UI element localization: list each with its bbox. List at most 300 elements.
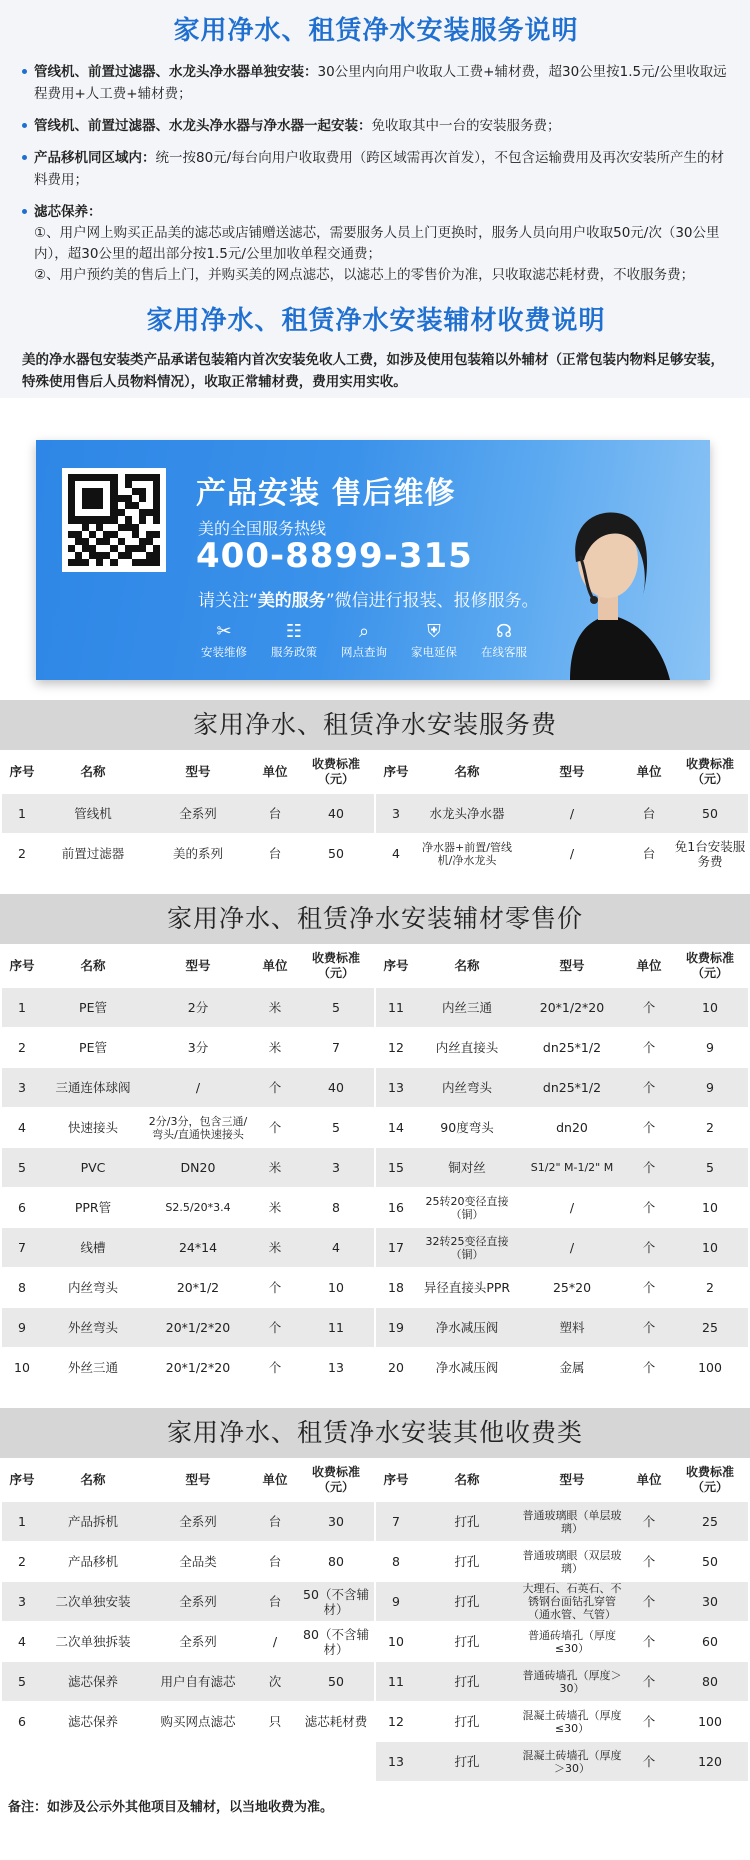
table-cell: 用户自有滤芯 [160, 1674, 236, 1689]
header-cell: 序号 [383, 958, 409, 973]
table-cell: 个 [268, 1320, 282, 1335]
table-cell: 打孔 [454, 1554, 480, 1569]
table-cell: 铜对丝 [448, 1160, 486, 1175]
headset-icon: ☊ [496, 621, 512, 642]
table-cell: 90度弯头 [440, 1120, 494, 1135]
table-row [2, 1348, 374, 1388]
table-row [2, 1542, 374, 1582]
table-cell: S1/2" M-1/2" M [530, 1161, 614, 1174]
table-cell: 100 [698, 1360, 722, 1375]
table-row [2, 794, 374, 834]
policy-icon: ☷ [285, 621, 303, 642]
header-cell: 名称 [454, 958, 480, 973]
table-cell: 4 [18, 1634, 26, 1649]
table-cell: 30 [328, 1514, 344, 1529]
table-cell: 米 [268, 1000, 282, 1015]
table-row [2, 1228, 374, 1268]
service-search [336, 620, 392, 660]
table-cell: 普通玻璃眼（单层玻璃） [522, 1508, 622, 1535]
bullet-2 [22, 115, 730, 137]
header-cell: 序号 [9, 958, 35, 973]
table-cell: 7 [18, 1240, 26, 1255]
table-cell: 打孔 [454, 1714, 480, 1729]
table-row [2, 1502, 374, 1542]
table-header-row [376, 750, 748, 794]
table-cell: 18 [388, 1280, 404, 1295]
header-cell: 型号 [185, 1472, 211, 1487]
table-cell: 8 [18, 1280, 26, 1295]
header-cell: 收费标准（元） [311, 950, 360, 980]
table-cell: 3 [18, 1080, 26, 1095]
table-cell: 1 [18, 806, 26, 821]
table-row [376, 1662, 748, 1702]
header-cell: 收费标准（元） [311, 1464, 360, 1494]
service-title: 家用净水、租赁净水安装服务说明 [173, 16, 579, 46]
table2-right [376, 944, 748, 1388]
table-cell: 50 [702, 1554, 718, 1569]
table-cell: 个 [642, 1200, 656, 1215]
service-icons [196, 620, 532, 660]
table-cell: 个 [642, 1240, 656, 1255]
table-cell: 前置过滤器 [61, 846, 125, 861]
table-cell: 6 [18, 1714, 26, 1729]
table-cell: 净水减压阀 [435, 1360, 499, 1375]
table-header-row [376, 944, 748, 988]
table-cell: 19 [388, 1320, 404, 1335]
header-cell: 名称 [80, 1472, 106, 1487]
table-cell: 普通砖墙孔（厚度＞30） [522, 1668, 622, 1695]
header-cell: 序号 [383, 1472, 409, 1487]
table-cell: 4 [332, 1240, 340, 1255]
header-cell: 型号 [559, 1472, 585, 1487]
table-cell: 个 [642, 1360, 656, 1375]
table-cell: 塑料 [559, 1320, 585, 1335]
table-cell: 80 [328, 1554, 344, 1569]
table-row [2, 1268, 374, 1308]
table-cell: 只 [268, 1714, 282, 1729]
bullet-2-text: 免收取其中一台的安装服务费； [371, 118, 561, 134]
table-row [376, 1742, 748, 1782]
header-cell: 单位 [262, 958, 288, 973]
table-cell: 10 [702, 1240, 718, 1255]
table-cell: 13 [328, 1360, 344, 1375]
table-cell: / [569, 806, 575, 821]
search-icon: ⌕ [358, 621, 370, 642]
table-cell: 2 [18, 846, 26, 861]
table-cell: 8 [392, 1554, 400, 1569]
table-cell: 80 [702, 1674, 718, 1689]
table-cell: 净水减压阀 [435, 1320, 499, 1335]
table-cell: 3 [392, 806, 400, 821]
table-cell: 2 [18, 1554, 26, 1569]
table-row [2, 1028, 374, 1068]
table-cell: 5 [706, 1160, 714, 1175]
service-install [196, 620, 252, 660]
table-cell: 个 [642, 1040, 656, 1055]
table-cell: 个 [642, 1320, 656, 1335]
table-cell: 11 [388, 1000, 404, 1015]
table-cell: PVC [80, 1160, 106, 1175]
table-cell: 10 [328, 1280, 344, 1295]
table-cell: 滤芯保养 [67, 1674, 118, 1689]
table-row [2, 1068, 374, 1108]
table-row [2, 1308, 374, 1348]
table-cell: 个 [268, 1280, 282, 1295]
table-cell: 3 [332, 1160, 340, 1175]
table-cell: / [272, 1634, 278, 1649]
filter-line-1: ①、用户网上购买正品美的滤芯或店铺赠送滤芯，需要服务人员上门更换时，服务人员向用户收取50元/次（30公里内），超30公里的超出部分按1.5元/公里加收单程交通费； [34, 225, 720, 262]
table-cell: 40 [328, 806, 344, 821]
table-cell: 米 [268, 1200, 282, 1215]
table-cell: 美的系列 [172, 846, 223, 861]
table-cell: 5 [18, 1160, 26, 1175]
table-cell: 次 [268, 1674, 282, 1689]
table-cell: 9 [706, 1040, 714, 1055]
table-cell: 20*1/2*20 [165, 1320, 231, 1335]
header-cell: 序号 [9, 764, 35, 779]
table-row [376, 1148, 748, 1188]
table-cell: 台 [642, 806, 656, 821]
table-cell: / [569, 846, 575, 861]
table-cell: 台 [642, 846, 656, 861]
table-cell: 金属 [559, 1360, 585, 1375]
table-cell: 60 [702, 1634, 718, 1649]
table-row [376, 1622, 748, 1662]
table-cell: 台 [268, 806, 282, 821]
table-cell: 内丝三通 [441, 1000, 492, 1015]
table-cell: 1 [18, 1000, 26, 1015]
table-cell: 三通连体球阀 [55, 1080, 131, 1095]
table-row [376, 1582, 748, 1622]
bullet-1-bold: 管线机、前置过滤器、水龙头净水器单独安装： [34, 64, 318, 80]
table-cell: 2分 [187, 1000, 209, 1015]
table-row [376, 1542, 748, 1582]
table-cell: 打孔 [454, 1514, 480, 1529]
table-cell: 个 [642, 1754, 656, 1769]
table-cell: 24*14 [178, 1240, 218, 1255]
table-cell: 米 [268, 1040, 282, 1055]
table-cell: 滤芯保养 [67, 1714, 118, 1729]
table-cell: 20*1/2*20 [165, 1360, 231, 1375]
header-cell: 收费标准（元） [311, 756, 360, 786]
service-chat-label: 在线客服 [481, 645, 527, 659]
table-cell: 11 [388, 1674, 404, 1689]
bullet-filter [22, 201, 730, 286]
table-cell: 2 [706, 1280, 714, 1295]
bullet-3-text: 统一按80元/每台向用户收取费用（跨区域需再次首发），不包含运输费用及再次安装所产生的材料费用； [34, 150, 724, 188]
material-title: 家用净水、租赁净水安装辅材收费说明 [146, 306, 606, 336]
header-cell: 单位 [636, 764, 662, 779]
table-cell: 普通玻璃眼（双层玻璃） [522, 1548, 622, 1575]
table-cell: 40 [328, 1080, 344, 1095]
table-cell: 25转20变径直接（铜） [425, 1194, 509, 1221]
table-cell: 购买网点滤芯 [160, 1714, 236, 1729]
header-cell: 单位 [636, 958, 662, 973]
header-cell: 型号 [559, 958, 585, 973]
table-cell: 全系列 [179, 806, 217, 821]
table-cell: 内丝直接头 [435, 1040, 499, 1055]
table-cell: 13 [388, 1754, 404, 1769]
table-cell: 个 [642, 1594, 656, 1609]
table-cell: 20*1/2*20 [539, 1000, 605, 1015]
table-row [376, 1502, 748, 1542]
table-cell: 6 [18, 1200, 26, 1215]
table-cell: 打孔 [454, 1634, 480, 1649]
service-search-label: 网点查询 [341, 645, 387, 659]
service-warranty-label: 家电延保 [411, 645, 457, 659]
table-cell: dn25*1/2 [542, 1040, 602, 1055]
table-cell: 25*20 [552, 1280, 592, 1295]
table-header-row [376, 1458, 748, 1502]
table-row [376, 1028, 748, 1068]
service-chat [476, 620, 532, 660]
table-row [376, 1068, 748, 1108]
intro-section [0, 0, 750, 398]
table-cell: 净水器+前置/管线机/净水龙头 [422, 840, 512, 867]
table-cell: 4 [392, 846, 400, 861]
table-row [376, 1308, 748, 1348]
table-cell: 线槽 [80, 1240, 106, 1255]
table-cell: 7 [392, 1514, 400, 1529]
table-cell: 滤芯耗材费 [304, 1714, 368, 1729]
table-cell: 2 [706, 1120, 714, 1135]
table-cell: 10 [388, 1634, 404, 1649]
header-cell: 单位 [636, 1472, 662, 1487]
table-cell: 11 [328, 1320, 344, 1335]
table-header-row [2, 750, 374, 794]
header-cell: 收费标准（元） [685, 950, 734, 980]
table-row [2, 834, 374, 874]
table-cell: 个 [642, 1514, 656, 1529]
table-cell: 4 [18, 1120, 26, 1135]
table-cell: 120 [698, 1754, 722, 1769]
table-cell: 个 [268, 1080, 282, 1095]
footer-note: 备注：如涉及公示外其他项目及辅材，以当地收费为准。 [8, 1800, 334, 1815]
table-row [376, 1228, 748, 1268]
table-cell: 普通砖墙孔（厚度≤30） [528, 1628, 616, 1655]
table3-left [2, 1458, 374, 1782]
table-cell: 混凝土砖墙孔（厚度≤30） [522, 1708, 622, 1735]
bullet-1 [22, 61, 730, 105]
table-cell: 25 [702, 1320, 718, 1335]
table-cell: 大理石、石英石、不锈钢台面钻孔穿管（通水管、气管） [522, 1582, 622, 1621]
header-cell: 收费标准（元） [685, 756, 734, 786]
table2-title: 家用净水、租赁净水安装辅材零售价 [0, 894, 750, 944]
table-cell: 异径直接头PPR [423, 1280, 511, 1295]
table-cell: 个 [642, 1554, 656, 1569]
table-row [376, 1348, 748, 1388]
table-cell: 全品类 [179, 1554, 217, 1569]
table-cell: 9 [392, 1594, 400, 1609]
table-cell: 内丝弯头 [67, 1280, 118, 1295]
tools-icon: ✂ [216, 621, 232, 642]
table-cell: 台 [268, 1514, 282, 1529]
table-cell: 10 [14, 1360, 30, 1375]
table-row [376, 1268, 748, 1308]
table-cell: 50（不含辅材） [303, 1586, 369, 1617]
table-row [2, 1622, 374, 1662]
service-fee-table [0, 700, 750, 874]
table-cell: 13 [388, 1080, 404, 1095]
table-cell: 7 [332, 1040, 340, 1055]
wechat-bold: 美的服务 [257, 591, 326, 611]
table-cell: 快速接头 [67, 1120, 118, 1135]
table-cell: 全系列 [179, 1594, 217, 1609]
table1-left [2, 750, 374, 874]
header-cell: 型号 [559, 764, 585, 779]
table-cell: 免1台安装服务费 [674, 838, 746, 869]
table-row [2, 1582, 374, 1622]
header-cell: 序号 [9, 1472, 35, 1487]
table-row [2, 1188, 374, 1228]
table-cell: 1 [18, 1514, 26, 1529]
banner-section [0, 398, 750, 700]
table-cell: 80（不含辅材） [303, 1626, 369, 1657]
table3-right [376, 1458, 748, 1782]
table-cell: 管线机 [74, 806, 112, 821]
table-row [376, 1702, 748, 1742]
table-cell: 台 [268, 1594, 282, 1609]
table-cell: 个 [642, 1634, 656, 1649]
table-cell: 二次单独安装 [55, 1594, 131, 1609]
service-warranty [406, 620, 462, 660]
table-cell: 17 [388, 1240, 404, 1255]
header-cell: 名称 [454, 764, 480, 779]
table-cell: 10 [702, 1000, 718, 1015]
table-cell: S2.5/20*3.4 [165, 1201, 231, 1214]
banner-title: 产品安装 售后维修 [196, 476, 456, 511]
header-cell: 收费标准（元） [685, 1464, 734, 1494]
table-cell: 台 [268, 846, 282, 861]
table3-title: 家用净水、租赁净水安装其他收费类 [0, 1408, 750, 1458]
wechat-post: ”微信进行报装、报修服务。 [325, 591, 539, 611]
agent-illustration [530, 490, 680, 680]
header-cell: 名称 [80, 958, 106, 973]
material-price-table [0, 894, 750, 1388]
table-row [2, 1702, 374, 1742]
header-cell: 单位 [262, 764, 288, 779]
header-cell: 序号 [383, 764, 409, 779]
table-cell: 打孔 [454, 1754, 480, 1769]
table-cell: 50 [328, 846, 344, 861]
bullet-1-text: 30公里内向用户收取人工费+辅材费，超30公里按1.5元/公里收取远程费用+人工费+辅材费； [34, 64, 727, 102]
table-header-row [2, 1458, 374, 1502]
table-cell: 全系列 [179, 1634, 217, 1649]
table-cell: 二次单独拆装 [55, 1634, 131, 1649]
table-row [376, 1108, 748, 1148]
table-cell: 米 [268, 1240, 282, 1255]
filter-line-2: ②、用户预约美的售后上门，并购买美的网点滤芯，以滤芯上的零售价为准，只收取滤芯耗材费，不收服务费； [34, 267, 695, 283]
hotline-number: 400-8899-315 [196, 536, 473, 576]
table-row [2, 1148, 374, 1188]
table-cell: 20 [388, 1360, 404, 1375]
table-cell: PE管 [79, 1000, 107, 1015]
table-cell: 32转25变径直接（铜） [425, 1234, 509, 1261]
table-row [376, 834, 748, 874]
service-policy [266, 620, 322, 660]
bullet-2-bold: 管线机、前置过滤器、水龙头净水器与净水器一起安装： [34, 118, 372, 134]
material-paragraph: 美的净水器包安装类产品承诺包装箱内首次安装免收人工费，如涉及使用包装箱以外辅材（正常包装内物料足够安装，特殊使用售后人员物料情况），收取正常辅材费，费用实用实收。 [22, 352, 724, 390]
table-cell: 15 [388, 1160, 404, 1175]
table2-left [2, 944, 374, 1388]
table-cell: DN20 [180, 1160, 216, 1175]
service-install-label: 安装维修 [201, 645, 247, 659]
table-row [2, 1662, 374, 1702]
wechat-prompt [198, 586, 539, 611]
table-cell: 个 [642, 1280, 656, 1295]
header-cell: 型号 [185, 764, 211, 779]
table-row [2, 988, 374, 1028]
table-cell: 个 [268, 1360, 282, 1375]
table-cell: 30 [702, 1594, 718, 1609]
table-cell: 50 [702, 806, 718, 821]
table-cell: 9 [18, 1320, 26, 1335]
wechat-pre: 请关注“ [198, 591, 258, 611]
service-policy-label: 服务政策 [271, 645, 317, 659]
table-row [2, 1108, 374, 1148]
table-cell: PE管 [79, 1040, 107, 1055]
header-cell: 型号 [185, 958, 211, 973]
table-cell: 25 [702, 1514, 718, 1529]
bullet-3-bold: 产品移机同区域内： [34, 150, 156, 166]
table-cell: 10 [702, 1200, 718, 1215]
table-cell: 外丝弯头 [67, 1320, 118, 1335]
table-cell: dn25*1/2 [542, 1080, 602, 1095]
table-cell: 5 [18, 1674, 26, 1689]
table-cell: 100 [698, 1714, 722, 1729]
table-cell: 米 [268, 1160, 282, 1175]
table-cell: 打孔 [454, 1594, 480, 1609]
table-cell: 50 [328, 1674, 344, 1689]
table-cell: 台 [268, 1554, 282, 1569]
bullet-3 [22, 147, 730, 191]
table-cell: / [569, 1200, 575, 1215]
table-cell: 产品移机 [67, 1554, 118, 1569]
service-banner [36, 440, 710, 680]
table-cell: 混凝土砖墙孔（厚度＞30） [522, 1748, 622, 1775]
table1-right [376, 750, 748, 874]
table-cell: 12 [388, 1714, 404, 1729]
table-cell: 12 [388, 1040, 404, 1055]
hotline-label: 美的全国服务热线 [198, 519, 327, 538]
header-cell: 名称 [454, 1472, 480, 1487]
table-cell: 8 [332, 1200, 340, 1215]
header-cell: 名称 [80, 764, 106, 779]
table-cell: 个 [642, 1000, 656, 1015]
table-cell: PPR管 [74, 1200, 112, 1215]
table-cell: 16 [388, 1200, 404, 1215]
table-cell: 个 [642, 1080, 656, 1095]
table-row [376, 1188, 748, 1228]
table1-title: 家用净水、租赁净水安装服务费 [0, 700, 750, 750]
other-fee-table [0, 1408, 750, 1782]
table-row [376, 988, 748, 1028]
header-cell: 单位 [262, 1472, 288, 1487]
table-cell: 2 [18, 1040, 26, 1055]
table-cell: 5 [332, 1120, 340, 1135]
table-cell: 个 [268, 1120, 282, 1135]
filter-title: 滤芯保养： [34, 204, 102, 220]
table-cell: 外丝三通 [67, 1360, 118, 1375]
table-header-row [2, 944, 374, 988]
table-cell: 个 [642, 1674, 656, 1689]
qr-code-icon [62, 468, 166, 572]
table-cell: dn20 [556, 1120, 588, 1135]
table-cell: 14 [388, 1120, 404, 1135]
table-row [376, 794, 748, 834]
table-cell: 个 [642, 1120, 656, 1135]
table-cell: 个 [642, 1160, 656, 1175]
